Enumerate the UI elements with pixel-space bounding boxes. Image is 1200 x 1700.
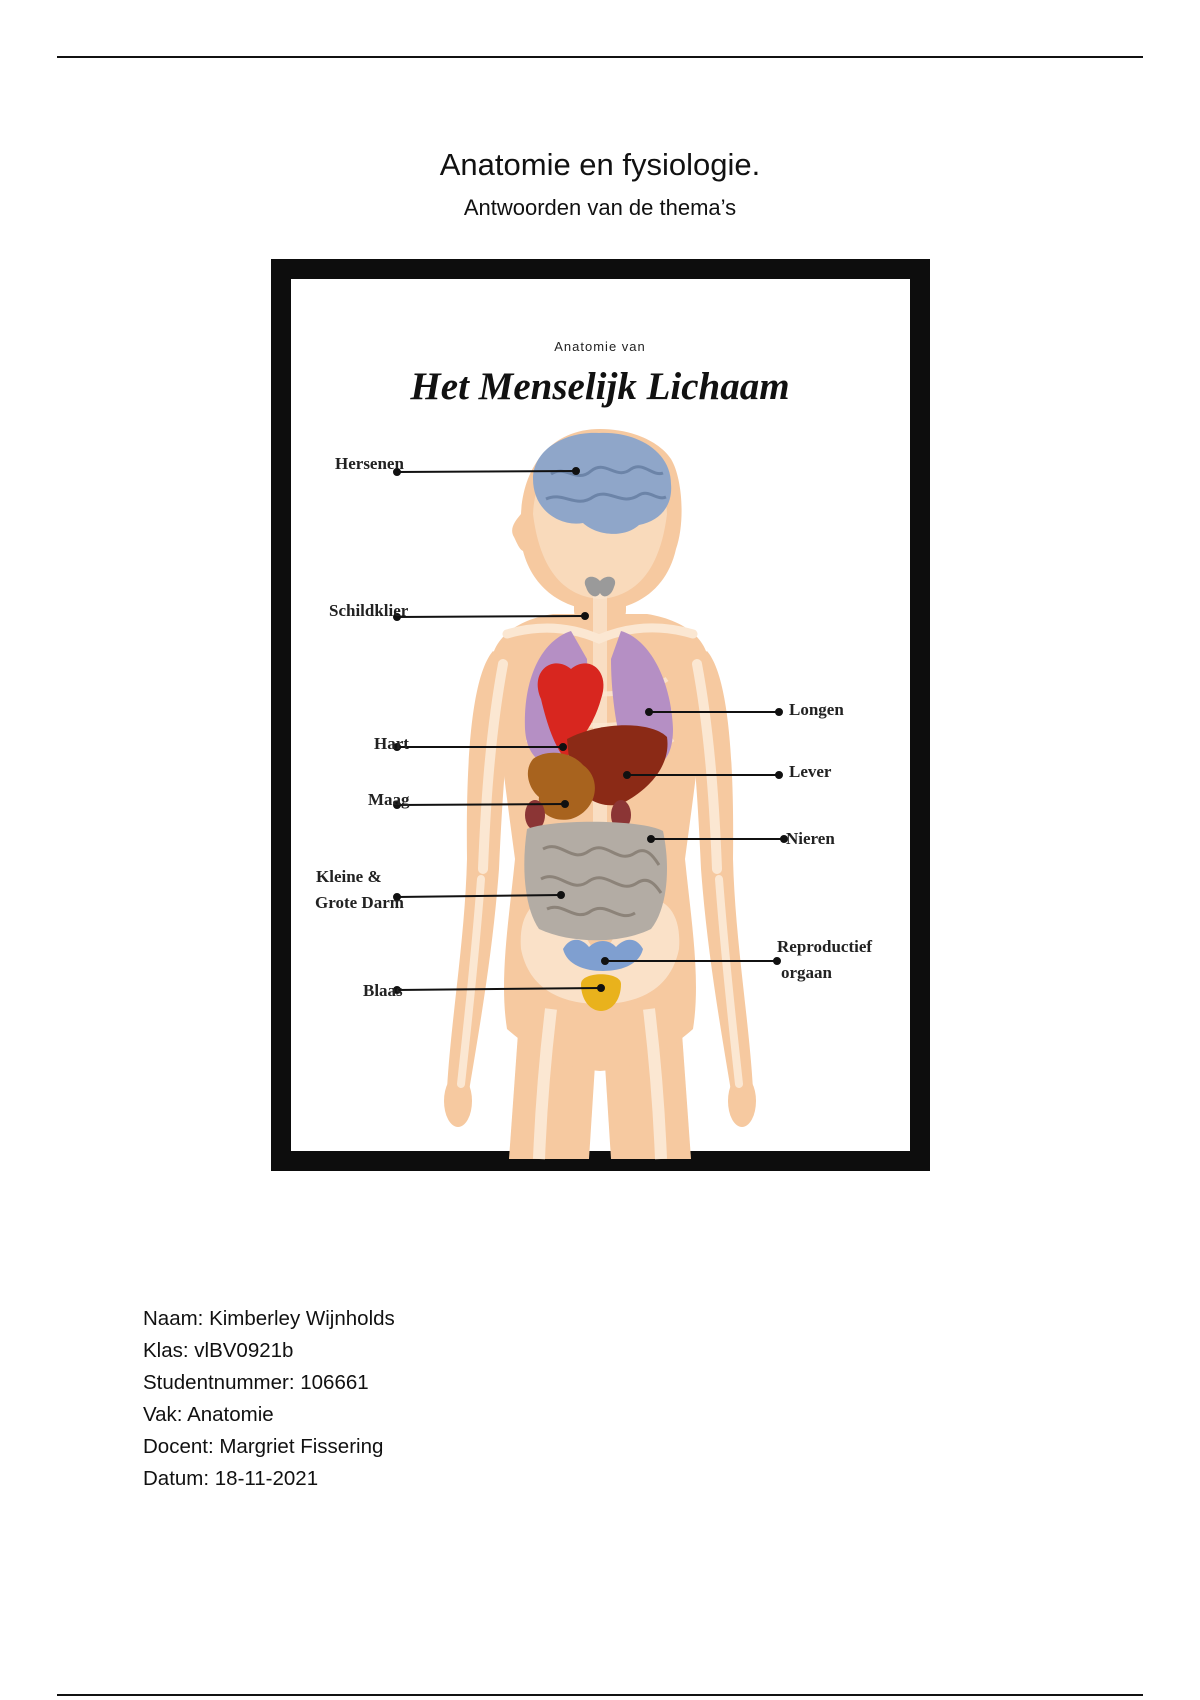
anatomy-poster: [271, 259, 930, 1171]
bottom-rule: [57, 1694, 1143, 1696]
label-longen: Longen: [789, 700, 844, 719]
date: Datum: 18-11-2021: [143, 1467, 319, 1490]
student-number: Studentnummer: 106661: [143, 1371, 369, 1394]
student-info: [143, 1303, 395, 1495]
student-name: Naam: Kimberley Wijnholds: [143, 1307, 395, 1330]
label-nieren: Nieren: [786, 829, 835, 848]
document-subtitle: Antwoorden van de thema’s: [463, 195, 737, 220]
label-repro-line1: Reproductief: [777, 937, 873, 956]
poster-small-title: Anatomie van: [554, 339, 646, 354]
label-schildklier: Schildklier: [329, 601, 409, 620]
course: Vak: Anatomie: [143, 1403, 274, 1426]
label-maag: Maag: [368, 790, 410, 809]
label-blaas: Blaas: [363, 981, 403, 1000]
label-lever: Lever: [789, 762, 832, 781]
teacher: Docent: Margriet Fissering: [143, 1435, 384, 1458]
label-repro-line2: orgaan: [781, 963, 832, 982]
label-hersenen: Hersenen: [335, 454, 404, 473]
student-class: Klas: vlBV0921b: [143, 1339, 294, 1362]
document-title: Anatomie en fysiologie.: [439, 147, 761, 182]
label-hart: Hart: [374, 734, 409, 753]
label-darm-line1: Kleine &: [316, 867, 382, 886]
label-darm-line2: Grote Darm: [315, 893, 404, 912]
poster-big-title: Het Menselijk Lichaam: [410, 365, 790, 408]
top-rule: [57, 56, 1143, 58]
